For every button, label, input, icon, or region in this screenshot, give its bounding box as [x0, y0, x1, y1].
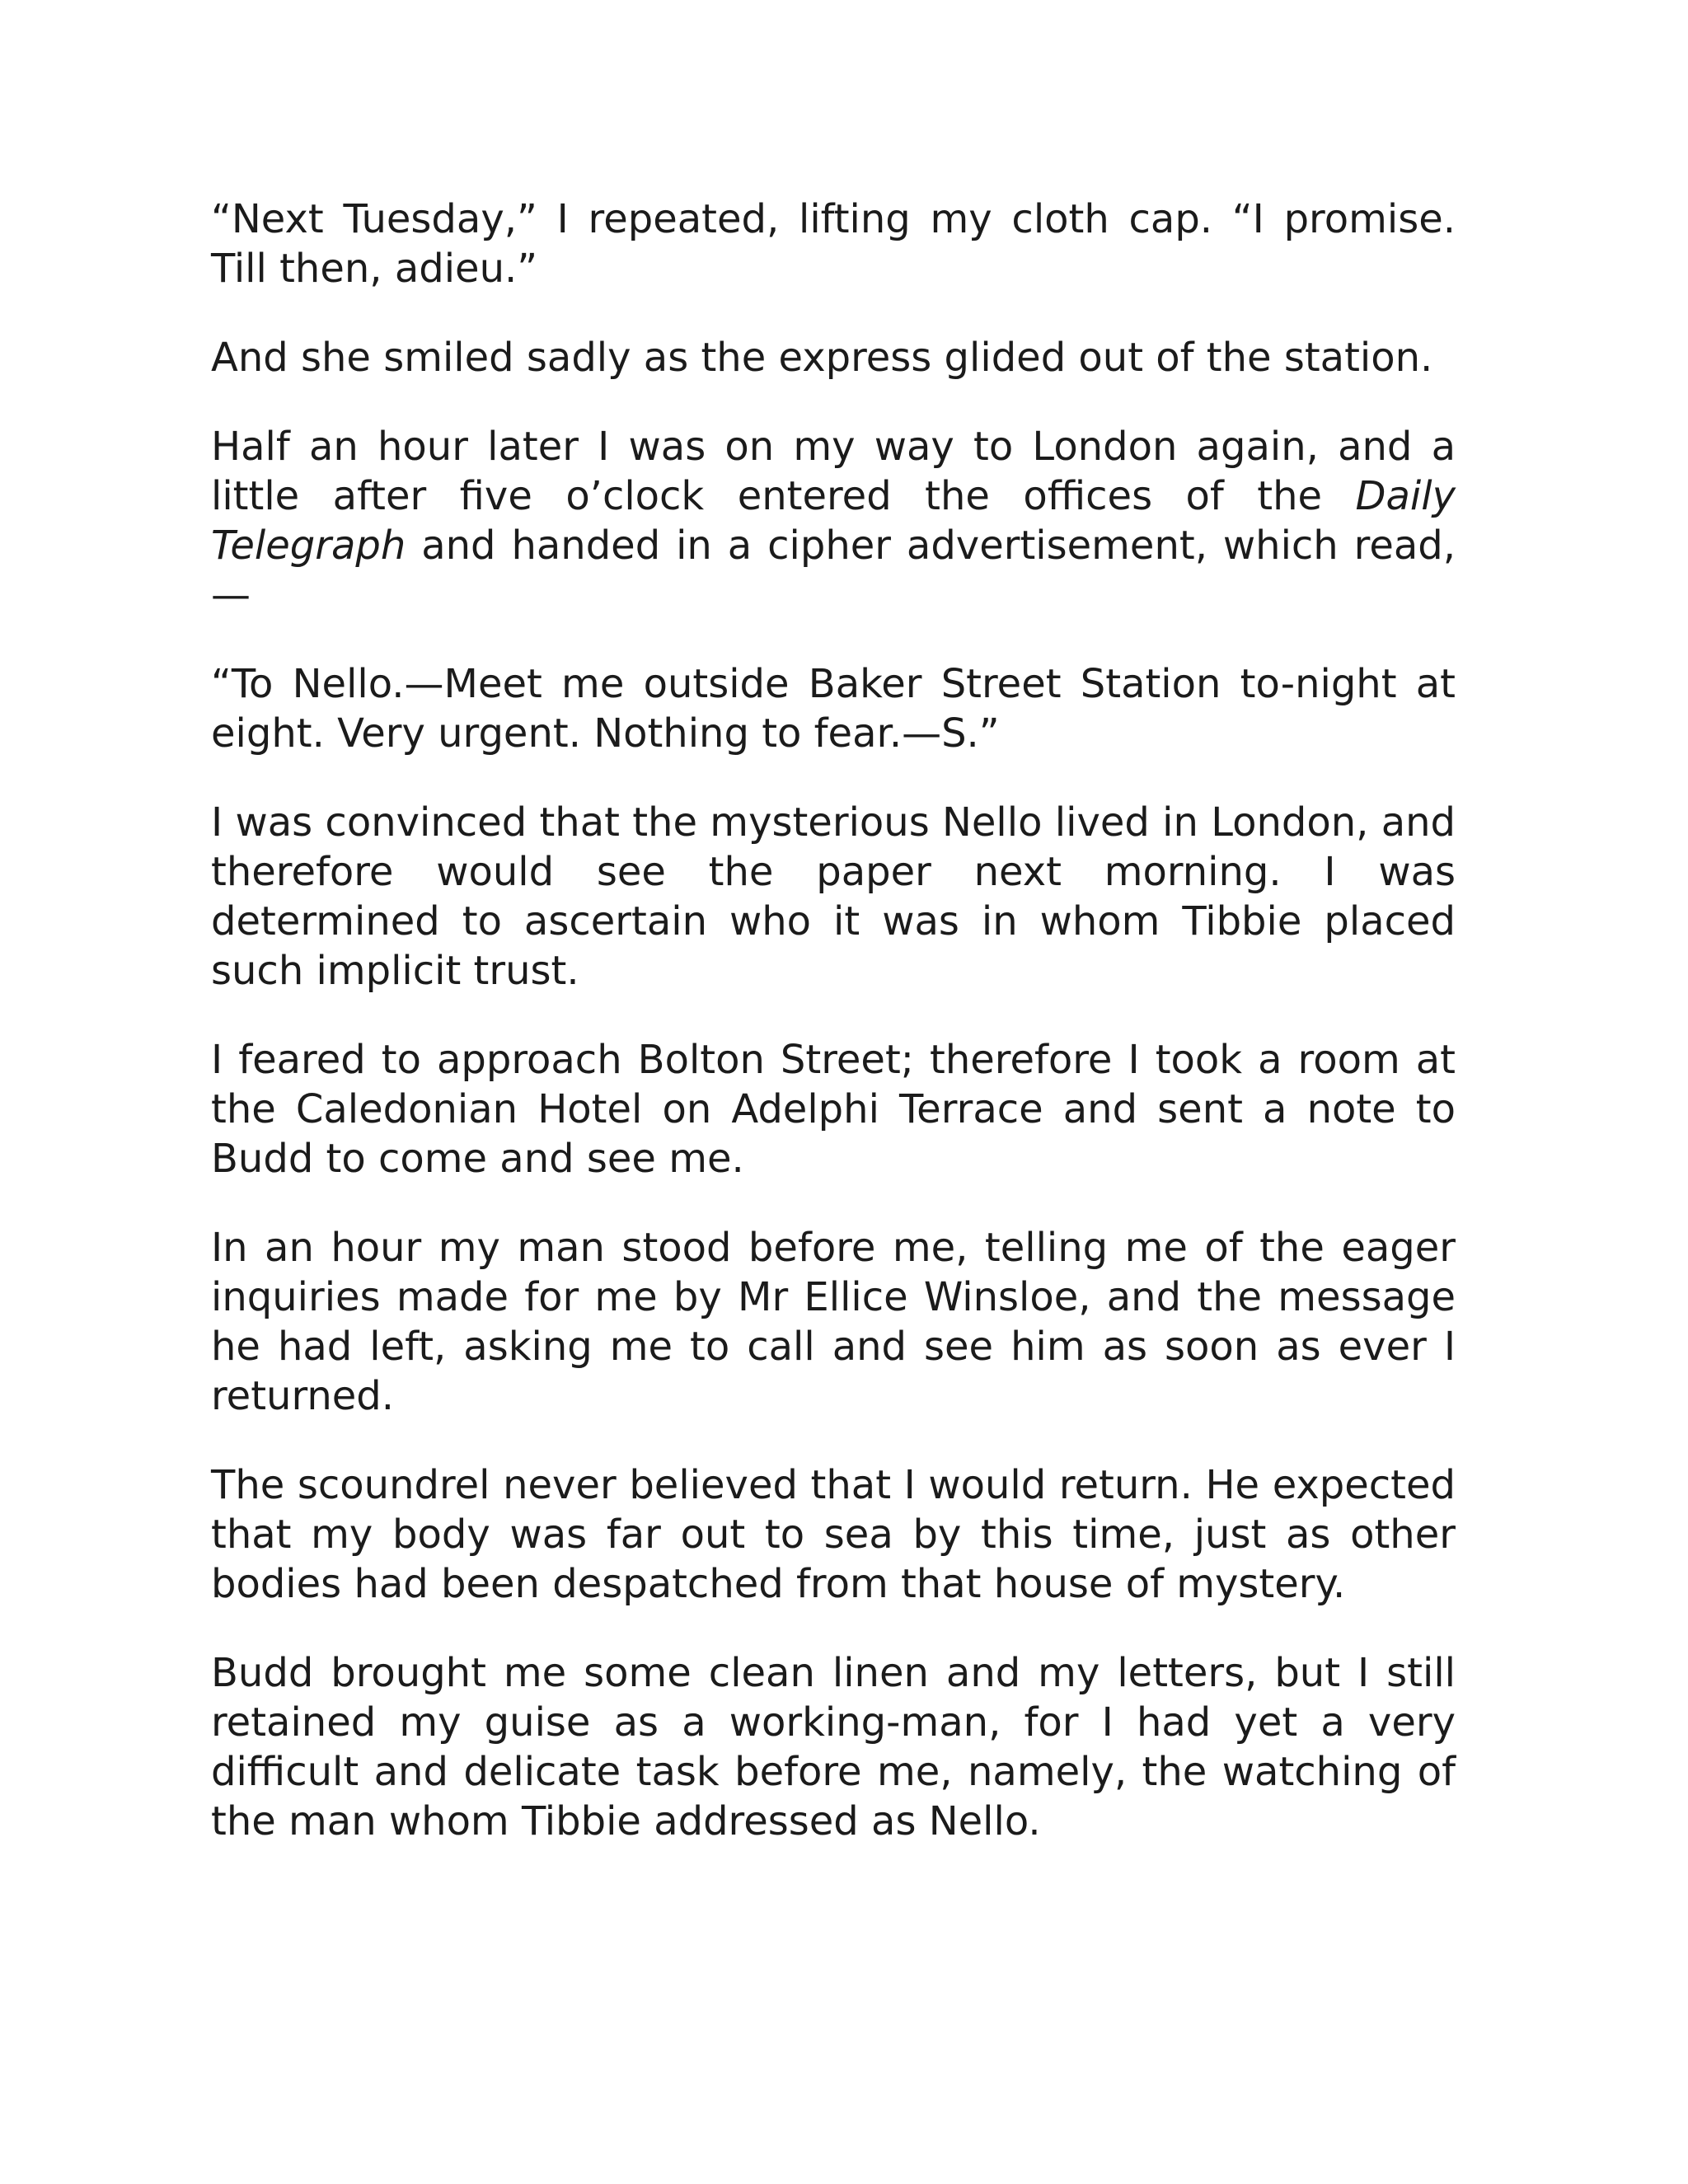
paragraph-3: [211, 422, 1456, 620]
page-body: [211, 194, 1456, 1846]
paragraph-2: And she smiled sadly as the express glided out of the station.: [211, 335, 1433, 381]
paragraph-7: In an hour my man stood before me, telling me of the eager inquiries made for me by Mr Ellice Winsloe, and the message he had left, asking me to call and see him as soon as ever I returned.: [211, 1225, 1456, 1419]
paragraph-3-text-after: and handed in a cipher advertisement, which read,—: [211, 523, 1456, 618]
paragraph-5: I was convinced that the mysterious Nello lived in London, and therefore would see the paper next morning. I was determined to ascertain who it was in whom Tibbie placed such implicit trust.: [211, 799, 1456, 994]
paragraph-9: Budd brought me some clean linen and my letters, but I still retained my guise as a working-man, for I had yet a very difficult and delicate task before me, namely, the watching of the man whom Tibbie addressed as Nello.: [211, 1650, 1456, 1844]
newspaper-title: Daily Telegraph: [211, 473, 1456, 569]
paragraph-1: “Next Tuesday,” I repeated, lifting my cloth cap. “I promise. Till then, adieu.”: [211, 196, 1456, 292]
paragraph-6: I feared to approach Bolton Street; therefore I took a room at the Caledonian Hotel on Adelphi Terrace and sent a note to Budd to come and see me.: [211, 1037, 1456, 1182]
paragraph-3-text-before: Half an hour later I was on my way to London again, and a little after five o’clock entered the offices of the: [211, 424, 1456, 519]
paragraph-8: The scoundrel never believed that I would return. He expected that my body was far out to sea by this time, just as other bodies had been despatched from that house of mystery.: [211, 1462, 1456, 1607]
paragraph-4: “To Nello.—Meet me outside Baker Street Station to-night at eight. Very urgent. Nothing to fear.—S.”: [211, 661, 1456, 757]
